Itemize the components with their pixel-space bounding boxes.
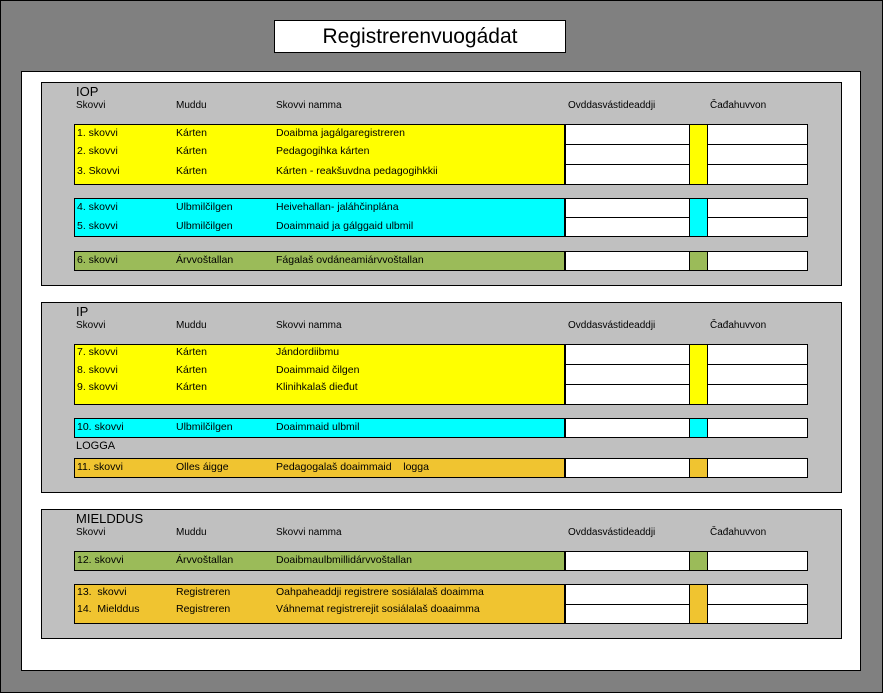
skovvi-namma-label[interactable]: Kárten - reakšuvdna pedagogihkkii [276,165,438,177]
ovddasvastideaddji-cell[interactable] [565,458,690,478]
ovddasvastideaddji-cell[interactable] [565,384,690,405]
cadahuvvon-cell[interactable] [707,364,808,385]
skovvi-label: 9. skovvi [77,381,118,393]
status-marker[interactable] [689,124,708,185]
ovddasvastideaddji-cell[interactable] [565,344,690,365]
skovvi-namma-label[interactable]: Klinihkalaš dieđut [276,381,358,393]
skovvi-label: 7. skovvi [77,346,118,358]
skovvi-namma-label[interactable]: Pedagogalaš doaimmaid logga [276,461,429,473]
ovddasvastideaddji-cell[interactable] [565,251,690,271]
muddu-label: Kárten [176,364,207,376]
skovvi-label: 6. skovvi [77,254,118,266]
status-marker[interactable] [689,418,708,438]
header-ovddasvastideaddji: Ovddasvástideaddji [568,320,656,331]
skovvi-label: 4. skovvi [77,201,118,213]
logga-label: LOGGA [76,440,116,452]
skovvi-namma-label[interactable]: Váhnemat registrerejit sosiálalaš doaaimma [276,603,480,615]
table-row [74,124,565,143]
page-title: Registrerenvuogádat [274,20,566,53]
header-skovvi-namma: Skovvi namma [276,320,342,331]
status-marker[interactable] [689,551,708,571]
ovddasvastideaddji-cell[interactable] [565,144,690,165]
cadahuvvon-cell[interactable] [707,551,808,571]
status-marker[interactable] [689,198,708,237]
muddu-label: Ulbmilčilgen [176,220,233,232]
header-skovvi: Skovvi [76,527,106,538]
ovddasvastideaddji-cell[interactable] [565,364,690,385]
ovddasvastideaddji-cell[interactable] [565,217,690,237]
table-row [74,198,565,217]
ovddasvastideaddji-cell[interactable] [565,604,690,624]
status-marker[interactable] [689,584,708,624]
cadahuvvon-cell[interactable] [707,251,808,271]
table-row [74,217,565,236]
muddu-label: Árvvoštallan [176,254,234,266]
muddu-label: Registreren [176,603,231,615]
skovvi-namma-label[interactable]: Fágalaš ovdáneamiárvvoštallan [276,254,424,266]
skovvi-label: 13. skovvi [77,586,127,598]
skovvi-namma-label[interactable]: Doaimmaid čilgen [276,364,360,376]
skovvi-namma-label[interactable]: Doaimmaid ulbmil [276,421,360,433]
section-title: IOP [76,84,99,99]
skovvi-label: 3. Skovvi [77,165,120,177]
header-ovddasvastideaddji: Ovddasvástideaddji [568,527,656,538]
skovvi-namma-label[interactable]: Jándordiibmu [276,346,340,358]
table-row [74,418,565,437]
skovvi-label: 5. skovvi [77,220,118,232]
cadahuvvon-cell[interactable] [707,198,808,219]
header-cadahuvvon: Čađahuvvon [710,320,767,331]
skovvi-label: 11. skovvi [77,461,123,473]
ovddasvastideaddji-cell[interactable] [565,418,690,438]
status-marker[interactable] [689,458,708,478]
table-row [74,551,565,570]
muddu-label: Olles áigge [176,461,229,473]
cadahuvvon-cell[interactable] [707,584,808,605]
table-row [74,458,565,477]
muddu-label: Registreren [176,586,231,598]
muddu-label: Kárten [176,127,207,139]
ovddasvastideaddji-cell[interactable] [565,551,690,571]
table-row [74,162,565,181]
skovvi-label: 14. Mielddus [77,603,140,615]
header-skovvi-namma: Skovvi namma [276,527,342,538]
skovvi-label: 10. skovvi [77,421,124,433]
skovvi-namma-label[interactable]: Doaibmaulbmillidárvvoštallan [276,554,412,566]
cadahuvvon-cell[interactable] [707,384,808,405]
skovvi-namma-label[interactable]: Pedagogihka kárten [276,145,370,157]
skovvi-namma-label[interactable]: Doaimmaid ja gálggaid ulbmil [276,220,414,232]
muddu-label: Kárten [176,346,207,358]
ovddasvastideaddji-cell[interactable] [565,584,690,605]
header-muddu: Muddu [176,100,207,111]
header-muddu: Muddu [176,320,207,331]
table-row [74,251,565,270]
header-ovddasvastideaddji: Ovddasvástideaddji [568,100,656,111]
table-row [74,600,565,619]
skovvi-namma-label[interactable]: Doaibma jagálgaregistreren [276,127,405,139]
muddu-label: Árvvoštallan [176,554,234,566]
muddu-label: Ulbmilčilgen [176,421,233,433]
header-skovvi-namma: Skovvi namma [276,100,342,111]
skovvi-namma-label[interactable]: Heivehallan- jaláhčinplána [276,201,399,213]
ovddasvastideaddji-cell[interactable] [565,198,690,219]
header-cadahuvvon: Čađahuvvon [710,100,767,111]
skovvi-label: 8. skovvi [77,364,118,376]
cadahuvvon-cell[interactable] [707,144,808,165]
cadahuvvon-cell[interactable] [707,458,808,478]
table-row [74,142,565,161]
table-row [74,343,565,362]
skovvi-label: 12. skovvi [77,554,124,566]
muddu-label: Kárten [176,145,207,157]
muddu-label: Kárten [176,381,207,393]
ovddasvastideaddji-cell[interactable] [565,164,690,185]
skovvi-label: 2. skovvi [77,145,118,157]
header-skovvi: Skovvi [76,320,106,331]
muddu-label: Ulbmilčilgen [176,201,233,213]
skovvi-label: 1. skovvi [77,127,118,139]
cadahuvvon-cell[interactable] [707,604,808,624]
header-muddu: Muddu [176,527,207,538]
skovvi-namma-label[interactable]: Oahpaheaddji registrere sosiálalaš doaimma [276,586,484,598]
cadahuvvon-cell[interactable] [707,344,808,365]
table-row [74,378,565,397]
section-title: IP [76,304,89,319]
header-cadahuvvon: Čađahuvvon [710,527,767,538]
ovddasvastideaddji-cell[interactable] [565,124,690,145]
muddu-label: Kárten [176,165,207,177]
status-marker[interactable] [689,251,708,271]
cadahuvvon-cell[interactable] [707,217,808,237]
cadahuvvon-cell[interactable] [707,418,808,438]
header-skovvi: Skovvi [76,100,106,111]
cadahuvvon-cell[interactable] [707,164,808,185]
section-title: MIELDDUS [76,511,144,526]
cadahuvvon-cell[interactable] [707,124,808,145]
status-marker[interactable] [689,344,708,405]
